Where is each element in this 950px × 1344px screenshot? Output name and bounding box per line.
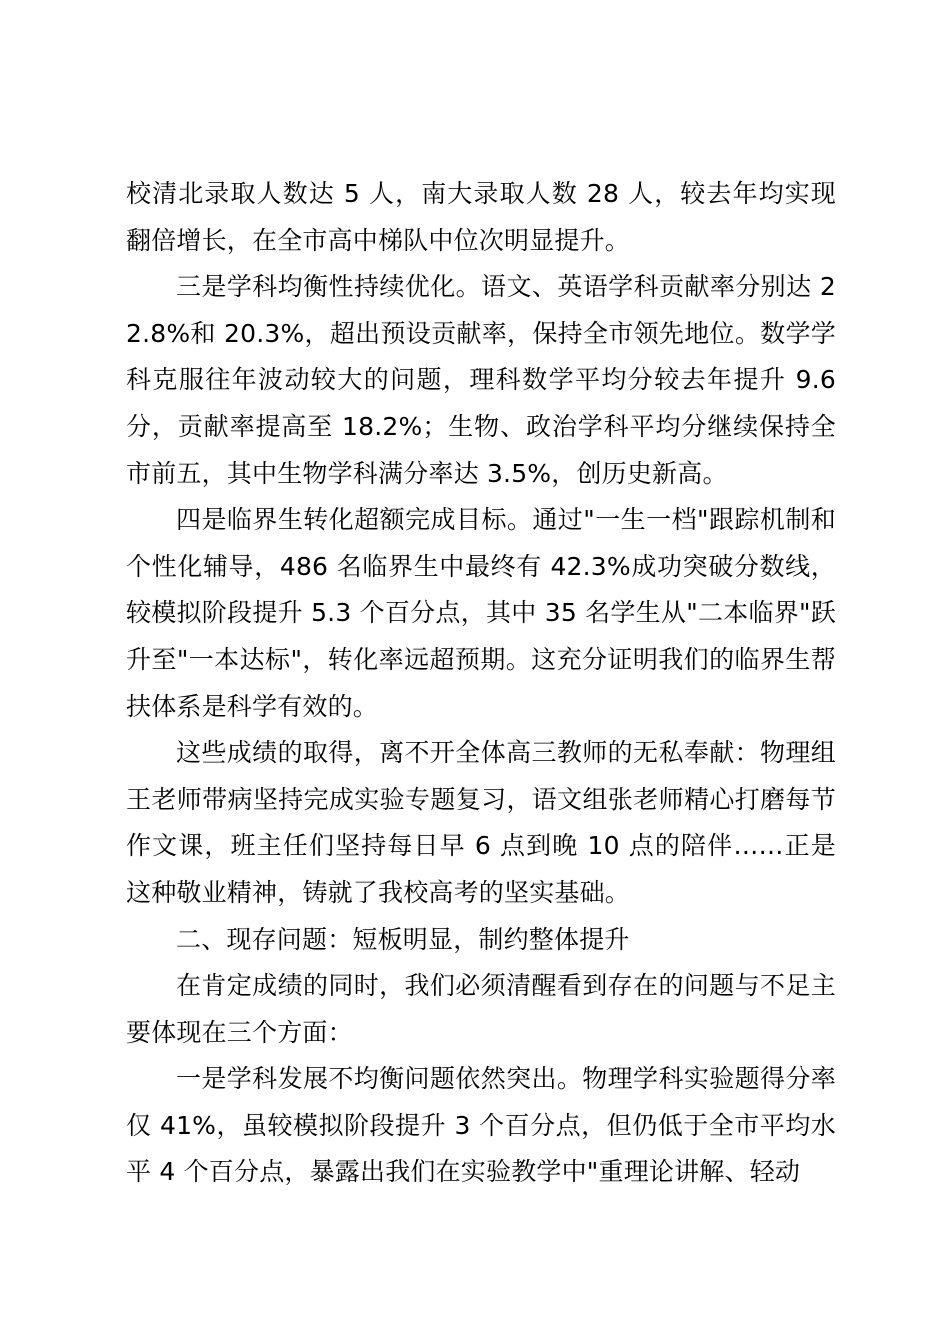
- section-heading: 二、现存问题：短板明显，制约整体提升: [176, 924, 630, 954]
- paragraph-teacher-dedication: 这些成绩的取得，离不开全体高三教师的无私奉献：物理组王老师带病坚持完成实验专题复习，语文组张老师精心打磨每节作文课，班主任们坚持每日早 6 点到晚 10 点的陪伴……正是这种敬业精神，铸就了我校高考的坚实基础。: [126, 738, 836, 907]
- document-body: [126, 171, 836, 1196]
- paragraph-continuation: 校清北录取人数达 5 人，南大录取人数 28 人，较去年均实现翻倍增长，在全市高中梯队中位次明显提升。: [126, 179, 836, 255]
- paragraph-problems-intro: 在肯定成绩的同时，我们必须清醒看到存在的问题与不足主要体现在三个方面：: [126, 971, 836, 1047]
- paragraph-subject-imbalance: 一是学科发展不均衡问题依然突出。物理学科实验题得分率仅 41%，虽较模拟阶段提升 3 个百分点，但仍低于全市平均水平 4 个百分点，暴露出我们在实验教学中"重理论讲解、轻动: [126, 1064, 836, 1187]
- paragraph-subject-balance: 三是学科均衡性持续优化。语文、英语学科贡献率分别达 22.8%和 20.3%，超出预设贡献率，保持全市领先地位。数学学科克服往年波动较大的问题，理科数学平均分较去年提升 9.6 分，贡献率提高至 18.2%；生物、政治学科平均分继续保持全市前五，其中生物学科满分率达 3.5%，创历史新高。: [126, 272, 836, 488]
- paragraph-borderline-students: 四是临界生转化超额完成目标。通过"一生一档"跟踪机制和个性化辅导，486 名临界生中最终有 42.3%成功突破分数线，较模拟阶段提升 5.3 个百分点，其中 35 名学生从"二本临界"跃升至"一本达标"，转化率远超预期。这充分证明我们的临界生帮扶体系是科学有效的。: [126, 505, 836, 721]
